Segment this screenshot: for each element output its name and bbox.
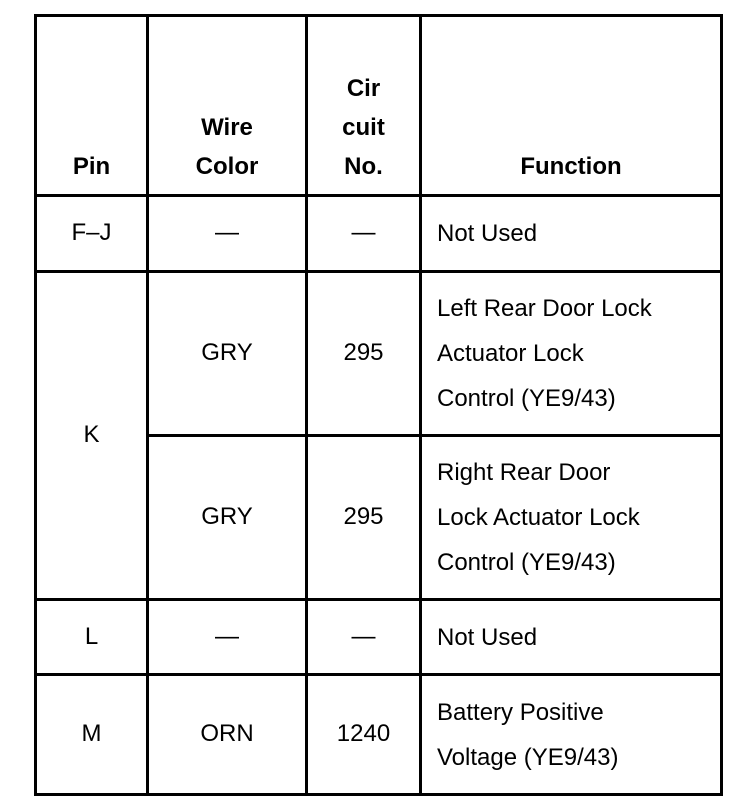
cell-wire-color: —: [148, 600, 307, 675]
header-pin-label: Pin: [72, 153, 111, 180]
function-line: Not Used: [437, 623, 538, 651]
header-pin: [36, 16, 148, 196]
cell-function: [421, 436, 722, 600]
table-row: [36, 600, 722, 675]
cell-pin: L: [36, 600, 148, 675]
function-line: Control (YE9/43): [437, 385, 616, 412]
cell-circuit: —: [307, 600, 421, 675]
cell-wire-color: ORN: [148, 675, 307, 795]
cell-wire-color: GRY: [148, 436, 307, 600]
cell-wire-color: —: [148, 196, 307, 272]
cell-pin: F–J: [36, 196, 148, 272]
connector-pinout-table: [34, 14, 723, 796]
header-circuit-line: No.: [344, 153, 383, 180]
cell-circuit: 295: [307, 436, 421, 600]
header-wire-color-line: Wire: [201, 114, 253, 141]
function-line: Right Rear Door: [437, 459, 611, 486]
header-circuit-line: cuit: [342, 114, 385, 141]
cell-wire-color: GRY: [148, 272, 307, 436]
cell-circuit: 1240: [307, 675, 421, 795]
header-wire-color-line: Color: [195, 153, 259, 180]
table-row: [36, 196, 722, 272]
function-line: Left Rear Door Lock: [437, 295, 652, 322]
function-line: Not Used: [437, 220, 538, 247]
function-line: Actuator Lock: [437, 340, 584, 367]
cell-circuit: 295: [307, 272, 421, 436]
function-line: Battery Positive: [437, 698, 604, 726]
table-row: [36, 272, 722, 436]
function-line: Lock Actuator Lock: [437, 504, 640, 531]
cell-pin: M: [36, 675, 148, 795]
cell-function: [421, 196, 722, 272]
cell-function: [421, 600, 722, 675]
header-circuit-number: [307, 16, 421, 196]
header-row: [36, 16, 722, 196]
cell-function: [421, 675, 722, 795]
header-wire-color: [148, 16, 307, 196]
function-line: Voltage (YE9/43): [437, 743, 619, 771]
cell-circuit: —: [307, 196, 421, 272]
cell-pin: K: [36, 272, 148, 600]
header-circuit-line: Cir: [346, 75, 381, 102]
header-function: [421, 16, 722, 196]
header-function-label: Function: [520, 153, 622, 180]
function-line: Control (YE9/43): [437, 549, 616, 576]
cell-function: [421, 272, 722, 436]
table-row: [36, 675, 722, 795]
